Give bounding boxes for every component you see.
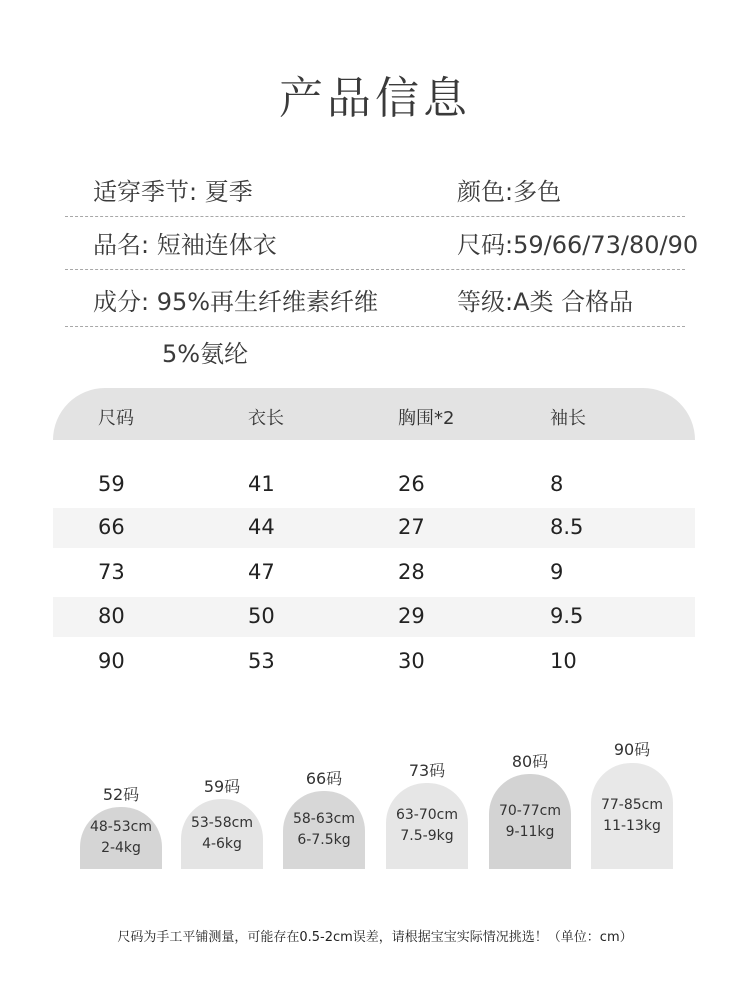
cell-size: 80 (98, 604, 125, 628)
cell-sleeve: 10 (550, 649, 577, 673)
size-guide-height: 48-53cm (89, 819, 152, 835)
size-guide-dome (181, 799, 263, 869)
cell-sleeve: 8 (550, 472, 564, 496)
size-guide-dome (386, 783, 468, 869)
size-guide-item (591, 737, 673, 869)
cell-chest: 28 (398, 560, 425, 584)
cell-size: 90 (98, 649, 125, 673)
header-sleeve: 袖长 (550, 408, 586, 429)
material-text: 成分: 95%再生纤维素纤维 (93, 288, 379, 316)
size-guide-label: 73码 (408, 761, 446, 780)
table-row (53, 597, 695, 637)
size-guide-item (489, 749, 571, 869)
cell-size: 66 (98, 515, 125, 539)
cell-chest: 26 (398, 472, 425, 496)
measurement-note: 尺码为手工平铺测量，可能存在0.5-2cm误差，请根据宝宝实际情况挑选！（单位：cm） (117, 930, 633, 945)
table-row (53, 642, 695, 682)
cell-length: 50 (248, 604, 275, 628)
size-guide-label: 66码 (305, 769, 343, 788)
size-guide-item (181, 774, 263, 869)
cell-length: 53 (248, 649, 275, 673)
size-guide-height: 58-63cm (292, 811, 355, 827)
color-text: 颜色:多色 (457, 178, 562, 206)
size-guide-height: 70-77cm (498, 802, 561, 819)
info-row-season (65, 164, 685, 217)
header-size: 尺码 (98, 408, 134, 429)
size-guide-label: 80码 (511, 752, 549, 771)
header-length: 衣长 (248, 408, 284, 429)
size-guide-dome (591, 763, 673, 869)
size-guide-weight: 11-13kg (603, 818, 661, 834)
size-guide-weight: 7.5-9kg (400, 828, 454, 844)
cell-chest: 30 (398, 649, 425, 673)
page-title: 产品信息 (279, 73, 471, 124)
size-guide-weight: 9-11kg (505, 823, 555, 840)
size-text: 尺码:59/66/73/80/90 (457, 231, 699, 259)
size-guide-weight: 4-6kg (202, 836, 242, 852)
size-guide-dome (283, 791, 365, 869)
info-row-material (65, 274, 685, 327)
size-guide-dome (489, 774, 571, 869)
cell-chest: 29 (398, 604, 425, 628)
cell-size: 59 (98, 472, 125, 496)
size-guide-weight: 2-4kg (101, 840, 141, 856)
material-extra-text: 5%氨纶 (162, 340, 249, 368)
size-guide-item (283, 766, 365, 869)
cell-sleeve: 8.5 (550, 515, 584, 539)
cell-length: 47 (248, 560, 275, 584)
cell-sleeve: 9.5 (550, 604, 584, 628)
table-row (53, 465, 695, 505)
size-guide-label: 59码 (203, 777, 241, 796)
size-guide-label: 52码 (102, 785, 140, 804)
size-table-header (53, 388, 695, 440)
size-guide-height: 77-85cm (600, 797, 663, 813)
cell-sleeve: 9 (550, 560, 564, 584)
size-guide-dome (80, 807, 162, 869)
cell-size: 73 (98, 560, 125, 584)
header-chest: 胸围*2 (398, 408, 455, 429)
cell-chest: 27 (398, 515, 425, 539)
season-text: 适穿季节: 夏季 (93, 178, 253, 206)
cell-length: 41 (248, 472, 275, 496)
product-name-text: 品名: 短袖连体衣 (93, 231, 277, 259)
cell-length: 44 (248, 515, 275, 539)
size-guide-height: 63-70cm (395, 807, 458, 823)
table-row (53, 508, 695, 548)
size-guide-item (386, 758, 468, 869)
size-guide-item (80, 782, 162, 869)
size-guide-label: 90码 (613, 740, 651, 759)
table-row (53, 553, 695, 593)
size-guide-height: 53-58cm (190, 815, 253, 831)
info-row-name (65, 217, 699, 270)
size-guide-weight: 6-7.5kg (297, 832, 351, 848)
grade-text: 等级:A类 合格品 (457, 288, 634, 316)
